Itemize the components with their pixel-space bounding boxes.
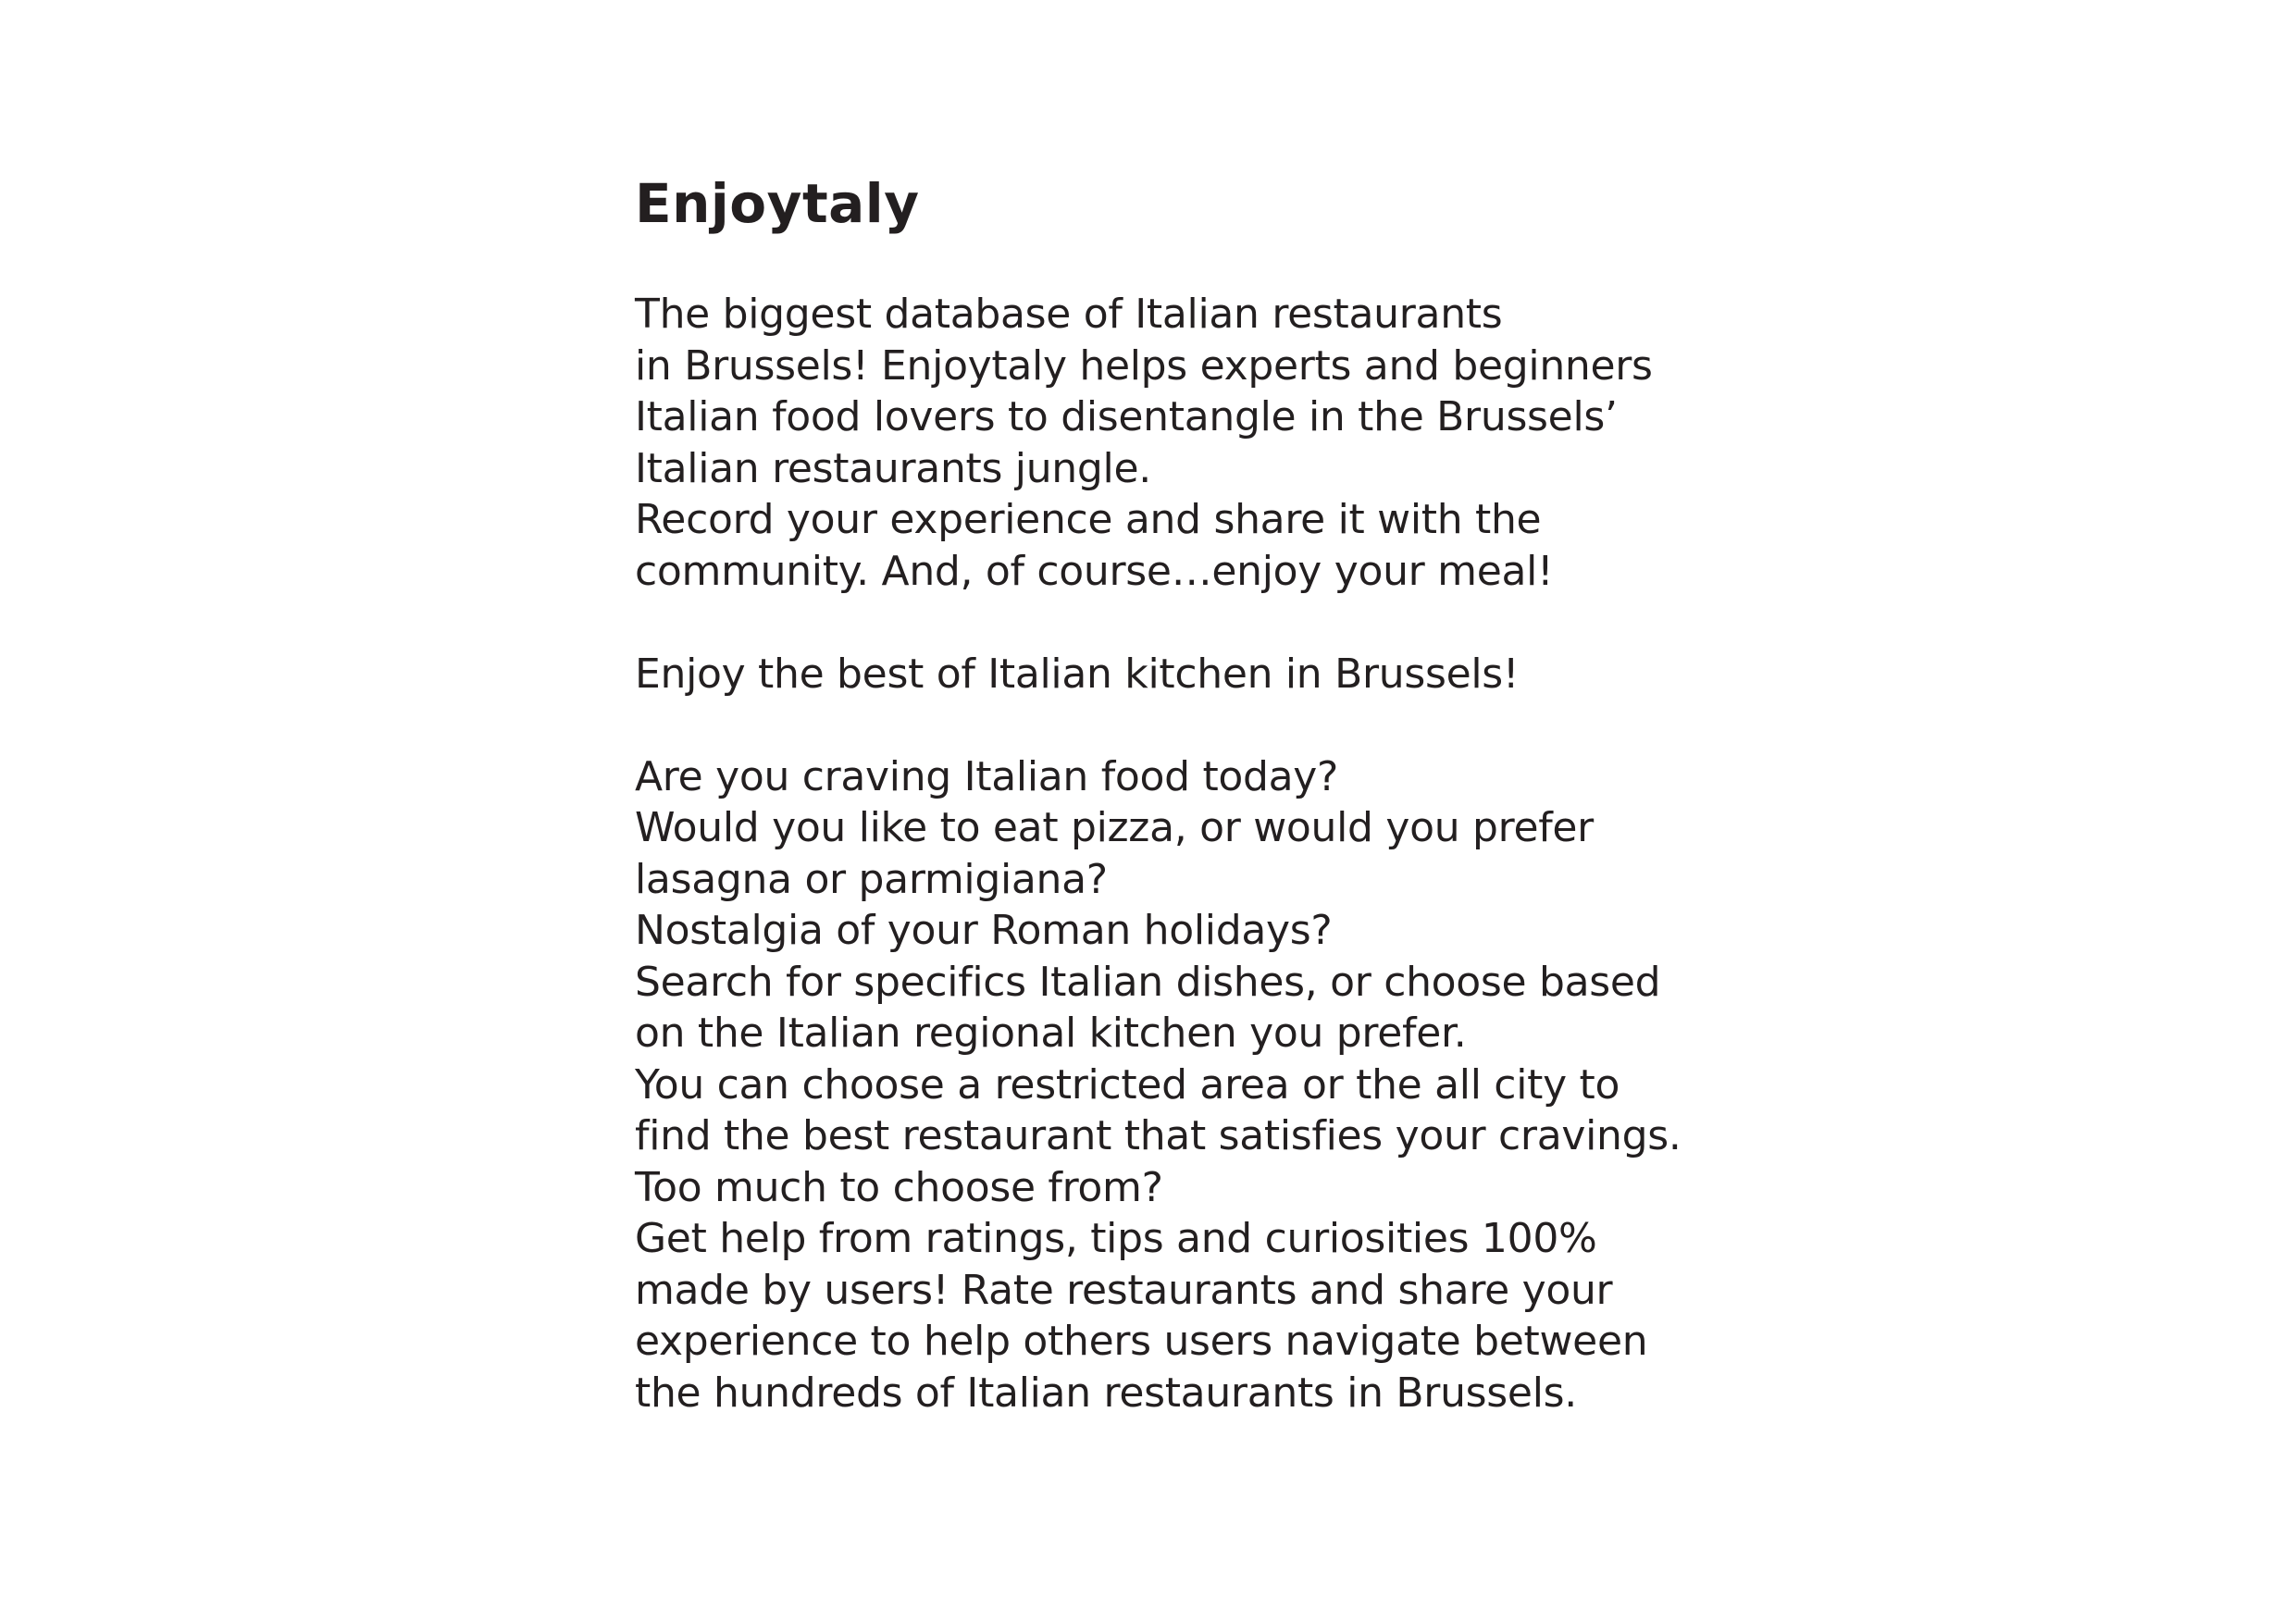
paragraph-spacer (635, 700, 1792, 751)
detail-line: Nostalgia of your Roman holidays? (635, 907, 1333, 954)
title-spacer (635, 241, 1792, 289)
document-title: Enjoytaly (635, 172, 920, 235)
detail-line: experience to help others users navigate between (635, 1318, 1648, 1365)
document-content (635, 167, 1792, 1419)
detail-line: made by users! Rate restaurants and share your (635, 1266, 1613, 1314)
detail-line: Search for specifics Italian dishes, or choose based (635, 958, 1661, 1006)
intro-line: in Brussels! Enjoytaly helps experts and beginners (635, 341, 1653, 390)
detail-line: find the best restaurant that satisfies your cravings. (635, 1112, 1682, 1159)
detail-line: Too much to choose from? (635, 1163, 1163, 1211)
intro-line: community. And, of course…enjoy your meal! (635, 547, 1554, 595)
detail-line: on the Italian regional kitchen you prefer. (635, 1010, 1467, 1057)
paragraph-spacer (635, 597, 1792, 649)
intro-line: Italian food lovers to disentangle in the Brussels’ (635, 393, 1618, 440)
detail-line: Would you like to eat pizza, or would you prefer (635, 804, 1594, 851)
detail-line: lasagna or parmigiana? (635, 855, 1108, 903)
detail-line: Are you craving Italian food today? (635, 752, 1339, 800)
intro-line: The biggest database of Italian restaurants (635, 291, 1503, 338)
detail-line: the hundreds of Italian restaurants in Brussels. (635, 1369, 1577, 1417)
tagline: Enjoy the best of Italian kitchen in Brussels! (635, 650, 1520, 698)
intro-line: Record your experience and share it with the (635, 496, 1542, 543)
detail-line: You can choose a restricted area or the all city to (635, 1060, 1620, 1109)
detail-line: Get help from ratings, tips and curiosities 100% (635, 1215, 1597, 1262)
intro-line: Italian restaurants jungle. (635, 444, 1151, 492)
intro-paragraph (635, 289, 1792, 1419)
